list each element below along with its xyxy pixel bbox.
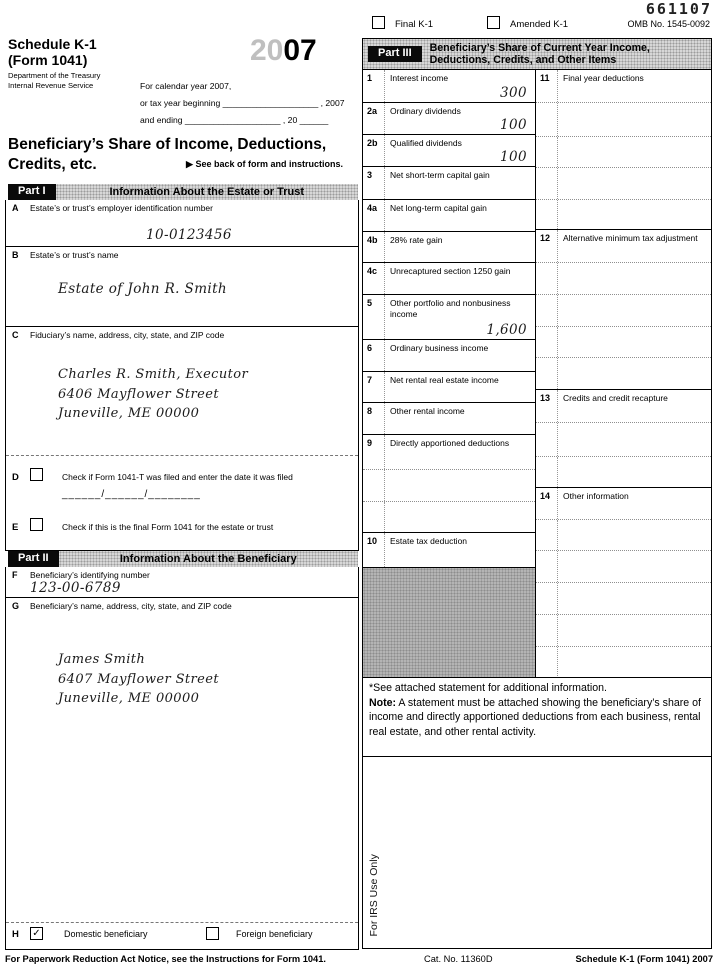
line-label: Other information bbox=[563, 491, 629, 501]
field-a-row bbox=[6, 200, 358, 247]
line-label bbox=[558, 520, 566, 550]
part2-badge: Part II bbox=[8, 551, 59, 567]
part3-right-row-blank bbox=[536, 200, 711, 230]
part3-title-line-2: Deductions, Credits, and Other Items bbox=[429, 54, 617, 66]
amended-k1-label: Amended K-1 bbox=[510, 19, 569, 30]
part3-left-row-2b bbox=[363, 135, 535, 167]
part3-title-line-1: Beneficiary’s Share of Current Year Income, bbox=[429, 41, 650, 54]
form-title-block bbox=[8, 36, 97, 68]
calendar-year-block bbox=[140, 78, 360, 129]
footer-form-id: Schedule K-1 (Form 1041) 2007 bbox=[575, 954, 713, 964]
form-1041t-checkbox[interactable] bbox=[30, 468, 43, 481]
part3-right-row-blank bbox=[536, 551, 711, 583]
year-suffix: 07 bbox=[283, 34, 317, 67]
field-b-row bbox=[6, 247, 358, 327]
line-number bbox=[363, 502, 385, 532]
attachment-note bbox=[369, 696, 705, 740]
right-arrow-icon: ▶ bbox=[186, 159, 193, 169]
line-label: Net short-term capital gain bbox=[390, 170, 490, 180]
line-number: 10 bbox=[363, 533, 385, 567]
catalog-number: Cat. No. 11360D bbox=[424, 954, 493, 964]
part3-left-row-blank bbox=[363, 502, 535, 533]
part3-left-row-4b bbox=[363, 232, 535, 263]
domestic-beneficiary-checkbox[interactable]: ✓ bbox=[30, 927, 43, 940]
line-label bbox=[558, 358, 566, 389]
line-number: 6 bbox=[363, 340, 385, 371]
line-label: Net rental real estate income bbox=[390, 375, 499, 385]
agency-line-1: Department of the Treasury bbox=[8, 71, 101, 80]
line-number bbox=[536, 583, 558, 614]
field-d-label: Check if Form 1041-T was filed and enter the date it was filed bbox=[62, 472, 293, 482]
field-f-letter: F bbox=[12, 570, 18, 580]
field-e-letter: E bbox=[12, 522, 19, 533]
line-number bbox=[536, 327, 558, 357]
part3-left-column bbox=[363, 70, 535, 677]
part3-right-row-blank bbox=[536, 137, 711, 168]
line-number bbox=[536, 137, 558, 167]
calendar-line-2[interactable]: or tax year beginning ____________________ , 2007 bbox=[140, 98, 345, 108]
part3-right-row-blank bbox=[536, 647, 711, 677]
line-label: Ordinary dividends bbox=[390, 106, 461, 116]
line-label: Alternative minimum tax adjustment bbox=[563, 233, 698, 243]
line-label: Qualified dividends bbox=[390, 138, 462, 148]
field-d-letter: D bbox=[12, 472, 19, 483]
paperwork-notice: For Paperwork Reduction Act Notice, see the Instructions for Form 1041. bbox=[5, 954, 326, 964]
part3-right-row-13 bbox=[536, 390, 711, 423]
estate-name-value[interactable]: Estate of John R. Smith bbox=[58, 281, 228, 297]
tax-year bbox=[250, 34, 317, 68]
part3-right-row-12 bbox=[536, 230, 711, 263]
line-number: 11 bbox=[536, 70, 558, 102]
line-number bbox=[536, 168, 558, 199]
line-number: 5 bbox=[363, 295, 385, 339]
schedule-name: Schedule K-1 bbox=[8, 36, 97, 52]
final-k1-label: Final K-1 bbox=[395, 19, 434, 30]
part3-left-row-4c bbox=[363, 263, 535, 295]
form-serial-number: 661107 bbox=[645, 0, 712, 18]
line-number bbox=[536, 615, 558, 646]
part3-panel bbox=[362, 38, 712, 949]
line-label: Other portfolio and nonbusiness income bbox=[390, 298, 511, 319]
irs-use-only-label: For IRS Use Only bbox=[368, 854, 380, 937]
part3-right-row-blank bbox=[536, 423, 711, 457]
part3-left-row-7 bbox=[363, 372, 535, 403]
part3-left-row-2a bbox=[363, 103, 535, 135]
part3-right-row-blank bbox=[536, 583, 711, 615]
line-number: 2a bbox=[363, 103, 385, 134]
line-label bbox=[558, 137, 566, 167]
part2-header-bar bbox=[8, 551, 358, 567]
page-title-line-1: Beneficiary’s Share of Income, Deductions, bbox=[8, 136, 327, 153]
part1-box bbox=[5, 200, 359, 551]
line-label bbox=[558, 200, 566, 229]
line-label: Net long-term capital gain bbox=[390, 203, 487, 213]
handwritten-line[interactable]: Juneville, ME 00000 bbox=[58, 691, 200, 706]
line-number bbox=[363, 470, 385, 501]
line-label bbox=[558, 615, 566, 646]
field-c-row bbox=[6, 327, 358, 456]
part3-right-row-14 bbox=[536, 488, 711, 520]
part3-left-row-blank bbox=[363, 568, 535, 677]
beneficiary-id-value[interactable]: 123-00-6789 bbox=[30, 580, 121, 596]
statement-note-box bbox=[363, 677, 711, 756]
d-date-blank[interactable]: ______/______/________ bbox=[62, 489, 201, 500]
field-g-row bbox=[6, 598, 358, 923]
part3-right-row-blank bbox=[536, 457, 711, 488]
line-label: Interest income bbox=[390, 73, 449, 83]
line-label bbox=[558, 551, 566, 582]
k1-status-row bbox=[362, 14, 712, 34]
part3-header-bar bbox=[363, 39, 711, 70]
line-label bbox=[558, 327, 566, 357]
line-number bbox=[536, 520, 558, 550]
domestic-beneficiary-label: Domestic beneficiary bbox=[64, 929, 148, 939]
foreign-beneficiary-checkbox[interactable] bbox=[206, 927, 219, 940]
line-number: 9 bbox=[363, 435, 385, 469]
part3-right-row-blank bbox=[536, 295, 711, 327]
line-number: 12 bbox=[536, 230, 558, 262]
line-number: 1 bbox=[363, 70, 385, 102]
line-label bbox=[558, 295, 566, 326]
line-value[interactable]: 300 bbox=[500, 85, 527, 101]
field-g-label: Beneficiary’s name, address, city, state, and ZIP code bbox=[30, 601, 232, 611]
part1-header-bar bbox=[8, 184, 358, 200]
omb-number: OMB No. 1545-0092 bbox=[627, 19, 710, 29]
line-label bbox=[558, 168, 566, 199]
part3-right-row-blank bbox=[536, 358, 711, 390]
see-back-text: See back of form and instructions. bbox=[195, 159, 343, 169]
line-label: 28% rate gain bbox=[390, 235, 443, 245]
line-label: Ordinary business income bbox=[390, 343, 489, 353]
part2-title: Information About the Beneficiary bbox=[119, 553, 297, 565]
line-number: 4a bbox=[363, 200, 385, 231]
line-number bbox=[536, 457, 558, 487]
line-number bbox=[536, 551, 558, 582]
amended-k1-checkbox[interactable] bbox=[487, 16, 500, 29]
part3-left-row-6 bbox=[363, 340, 535, 372]
part3-right-row-blank bbox=[536, 103, 711, 137]
line-label bbox=[385, 502, 393, 532]
see-attached-note: *See attached statement for additional information. bbox=[369, 682, 607, 694]
beneficiary-address-value[interactable] bbox=[58, 650, 219, 709]
line-label: Credits and credit recapture bbox=[563, 393, 668, 403]
handwritten-line[interactable]: 6406 Mayflower Street bbox=[58, 386, 219, 402]
line-label: Final year deductions bbox=[563, 73, 644, 83]
line-label bbox=[385, 470, 393, 501]
field-f-label: Beneficiary’s identifying number bbox=[30, 570, 150, 580]
part3-left-row-5 bbox=[363, 295, 535, 340]
line-value[interactable]: 1,600 bbox=[486, 322, 527, 338]
handwritten-line[interactable]: James Smith bbox=[58, 652, 146, 667]
line-value[interactable]: 100 bbox=[500, 117, 527, 133]
line-number: 4c bbox=[363, 263, 385, 294]
calendar-line-1: For calendar year 2007, bbox=[140, 81, 232, 91]
part3-right-row-11 bbox=[536, 70, 711, 103]
part3-left-row-1 bbox=[363, 70, 535, 103]
field-e-label: Check if this is the final Form 1041 for the estate or trust bbox=[62, 522, 274, 532]
form-number: (Form 1041) bbox=[8, 52, 88, 68]
part3-right-row-blank bbox=[536, 263, 711, 295]
part3-badge: Part III bbox=[368, 46, 422, 62]
line-number: 13 bbox=[536, 390, 558, 422]
line-number: 4b bbox=[363, 232, 385, 262]
irs-use-only-box bbox=[363, 756, 711, 946]
part3-left-row-9 bbox=[363, 435, 535, 470]
line-number: 3 bbox=[363, 167, 385, 199]
line-label bbox=[558, 263, 566, 294]
part3-right-row-blank bbox=[536, 615, 711, 647]
part3-title bbox=[430, 42, 650, 67]
field-c-letter: C bbox=[12, 330, 19, 340]
line-value[interactable]: 100 bbox=[500, 149, 527, 165]
line-label bbox=[558, 647, 566, 677]
field-de-rows bbox=[6, 456, 358, 549]
field-h-letter: H bbox=[12, 929, 19, 940]
field-c-label: Fiduciary’s name, address, city, state, and ZIP code bbox=[30, 330, 225, 340]
foreign-beneficiary-label: Foreign beneficiary bbox=[236, 929, 313, 939]
line-number bbox=[536, 103, 558, 136]
part3-right-column bbox=[535, 70, 711, 677]
line-label: Unrecaptured section 1250 gain bbox=[390, 266, 511, 276]
handwritten-line[interactable]: 6407 Mayflower Street bbox=[58, 671, 219, 687]
agency-block bbox=[8, 71, 100, 90]
line-number bbox=[536, 647, 558, 677]
final-k1-checkbox[interactable] bbox=[372, 16, 385, 29]
field-a-label: Estate’s or trust’s employer identification number bbox=[30, 203, 213, 213]
line-number bbox=[536, 200, 558, 229]
part3-right-row-blank bbox=[536, 520, 711, 551]
line-label: Other rental income bbox=[390, 406, 465, 416]
part3-left-row-8 bbox=[363, 403, 535, 435]
line-number bbox=[536, 295, 558, 326]
line-label bbox=[558, 583, 566, 614]
part1-badge: Part I bbox=[8, 184, 56, 200]
page-title-line-2: Credits, etc. bbox=[8, 156, 97, 173]
part3-table bbox=[363, 70, 711, 677]
part3-right-row-blank bbox=[536, 327, 711, 358]
part3-left-row-blank bbox=[363, 470, 535, 502]
field-b-letter: B bbox=[12, 250, 19, 260]
part3-left-row-3 bbox=[363, 167, 535, 200]
see-back-note bbox=[186, 159, 343, 170]
part3-right-row-blank bbox=[536, 168, 711, 200]
line-number: 7 bbox=[363, 372, 385, 402]
handwritten-line[interactable]: Juneville, ME 00000 bbox=[58, 406, 200, 421]
final-1041-checkbox[interactable] bbox=[30, 518, 43, 531]
line-label bbox=[558, 423, 566, 456]
field-g-letter: G bbox=[12, 601, 20, 611]
note-label: Note: bbox=[369, 696, 397, 709]
year-prefix: 20 bbox=[250, 34, 284, 67]
line-number: 2b bbox=[363, 135, 385, 166]
field-b-label: Estate’s or trust’s name bbox=[30, 250, 119, 260]
field-f-row bbox=[6, 567, 358, 598]
part2-box bbox=[5, 567, 359, 950]
line-label bbox=[558, 457, 566, 487]
calendar-line-3[interactable]: and ending ____________________ , 20 ______ bbox=[140, 115, 329, 125]
line-number bbox=[536, 358, 558, 389]
line-label: Estate tax deduction bbox=[390, 536, 468, 546]
note-text: A statement must be attached showing the beneficiary’s share of income and directly apportioned deductions from each business, rental real estate, and other rental activity. bbox=[369, 696, 701, 738]
fiduciary-address-value[interactable] bbox=[58, 365, 248, 424]
line-number: 14 bbox=[536, 488, 558, 519]
line-label: Directly apportioned deductions bbox=[390, 438, 510, 448]
field-a-letter: A bbox=[12, 203, 19, 213]
line-number: 8 bbox=[363, 403, 385, 434]
line-number bbox=[536, 263, 558, 294]
part1-title: Information About the Estate or Trust bbox=[109, 186, 305, 198]
ein-value[interactable]: 10-0123456 bbox=[146, 227, 232, 243]
field-h-row bbox=[6, 923, 358, 948]
agency-line-2: Internal Revenue Service bbox=[8, 80, 94, 90]
line-number bbox=[536, 423, 558, 456]
part3-left-row-4a bbox=[363, 200, 535, 232]
handwritten-line[interactable]: Charles R. Smith, Executor bbox=[58, 367, 249, 382]
line-label bbox=[558, 103, 566, 136]
part3-left-row-10 bbox=[363, 533, 535, 568]
